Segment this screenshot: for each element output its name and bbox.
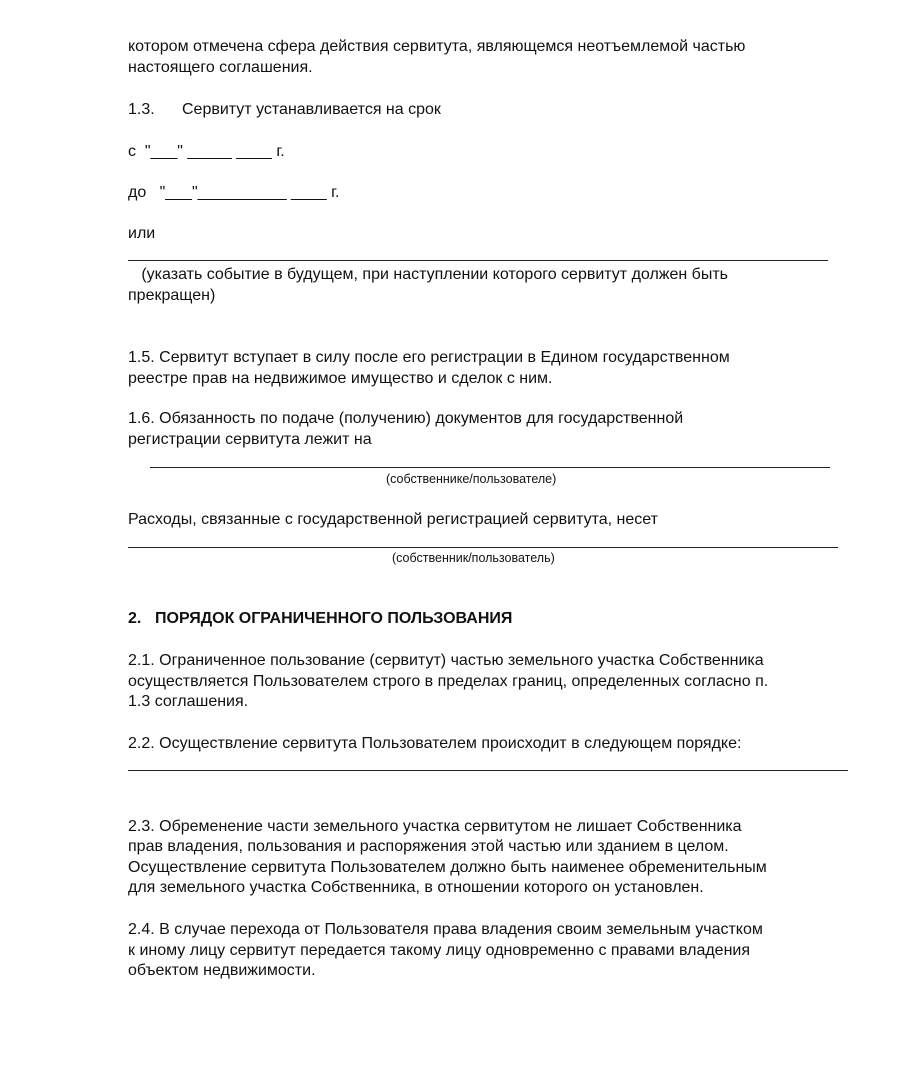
clause-2-2-line-1: 2.2. Осуществление сервитута Пользователем происходит в следующем порядке:	[128, 735, 742, 752]
clause-2-4-line-1: 2.4. В случае перехода от Пользователя права владения своим земельным участком	[128, 921, 763, 938]
event-hint-line-2: прекращен)	[128, 287, 216, 304]
registrant-caption: (собственнике/пользователе)	[386, 472, 557, 486]
procedure-blank-line	[128, 770, 848, 771]
clause-1-6-line-2: регистрации сервитута лежит на	[128, 431, 372, 448]
clause-2-3-line-4: для земельного участка Собственника, в отношении которого он установлен.	[128, 879, 704, 896]
event-blank-line	[128, 260, 828, 261]
expenses-caption: (собственник/пользователь)	[392, 551, 555, 565]
registrant-blank-line	[150, 467, 830, 468]
clause-2-3-line-2: прав владения, пользования и распоряжения этой частью или зданием в целом.	[128, 838, 729, 855]
clause-1-5-line-2: реестре прав на недвижимое имущество и сделок с ним.	[128, 370, 553, 387]
clause-2-3-line-1: 2.3. Обременение части земельного участка сервитутом не лишает Собственника	[128, 818, 742, 835]
clause-2-1-line-2: осуществляется Пользователем строго в пределах границ, определенных согласно п.	[128, 673, 769, 690]
clause-2-4-line-3: объектом недвижимости.	[128, 962, 316, 979]
event-hint-line-1: (указать событие в будущем, при наступлении которого сервитут должен быть	[128, 266, 728, 283]
clause-2-3-line-3: Осуществление сервитута Пользователем должно быть наименее обременительным	[128, 859, 767, 876]
clause-2-1-line-3: 1.3 соглашения.	[128, 693, 249, 710]
clause-1-5-line-1: 1.5. Сервитут вступает в силу после его регистрации в Едином государственном	[128, 349, 730, 366]
clause-2-4-line-2: к иному лицу сервитут передается такому лицу одновременно с правами владения	[128, 942, 751, 959]
expenses-text: Расходы, связанные с государственной регистрацией сервитута, несет	[128, 511, 658, 528]
intro-line-2: настоящего соглашения.	[128, 59, 313, 76]
clause-2-1-line-1: 2.1. Ограниченное пользование (сервитут) частью земельного участка Собственника	[128, 652, 764, 669]
expenses-blank-line	[128, 547, 838, 548]
intro-line-1: котором отмечена сфера действия сервитута, являющемся неотъемлемой частью	[128, 38, 746, 55]
clause-1-3-text: Сервитут устанавливается на срок	[182, 101, 441, 118]
term-to-line: до "___"__________ ____ г.	[128, 184, 340, 201]
section-2-number: 2.	[128, 610, 142, 627]
clause-1-3-number: 1.3.	[128, 101, 155, 118]
term-or: или	[128, 225, 156, 242]
section-2-title: ПОРЯДОК ОГРАНИЧЕННОГО ПОЛЬЗОВАНИЯ	[155, 610, 513, 627]
clause-1-6-line-1: 1.6. Обязанность по подаче (получению) документов для государственной	[128, 410, 684, 427]
term-from-line: с "___" _____ ____ г.	[128, 143, 285, 160]
